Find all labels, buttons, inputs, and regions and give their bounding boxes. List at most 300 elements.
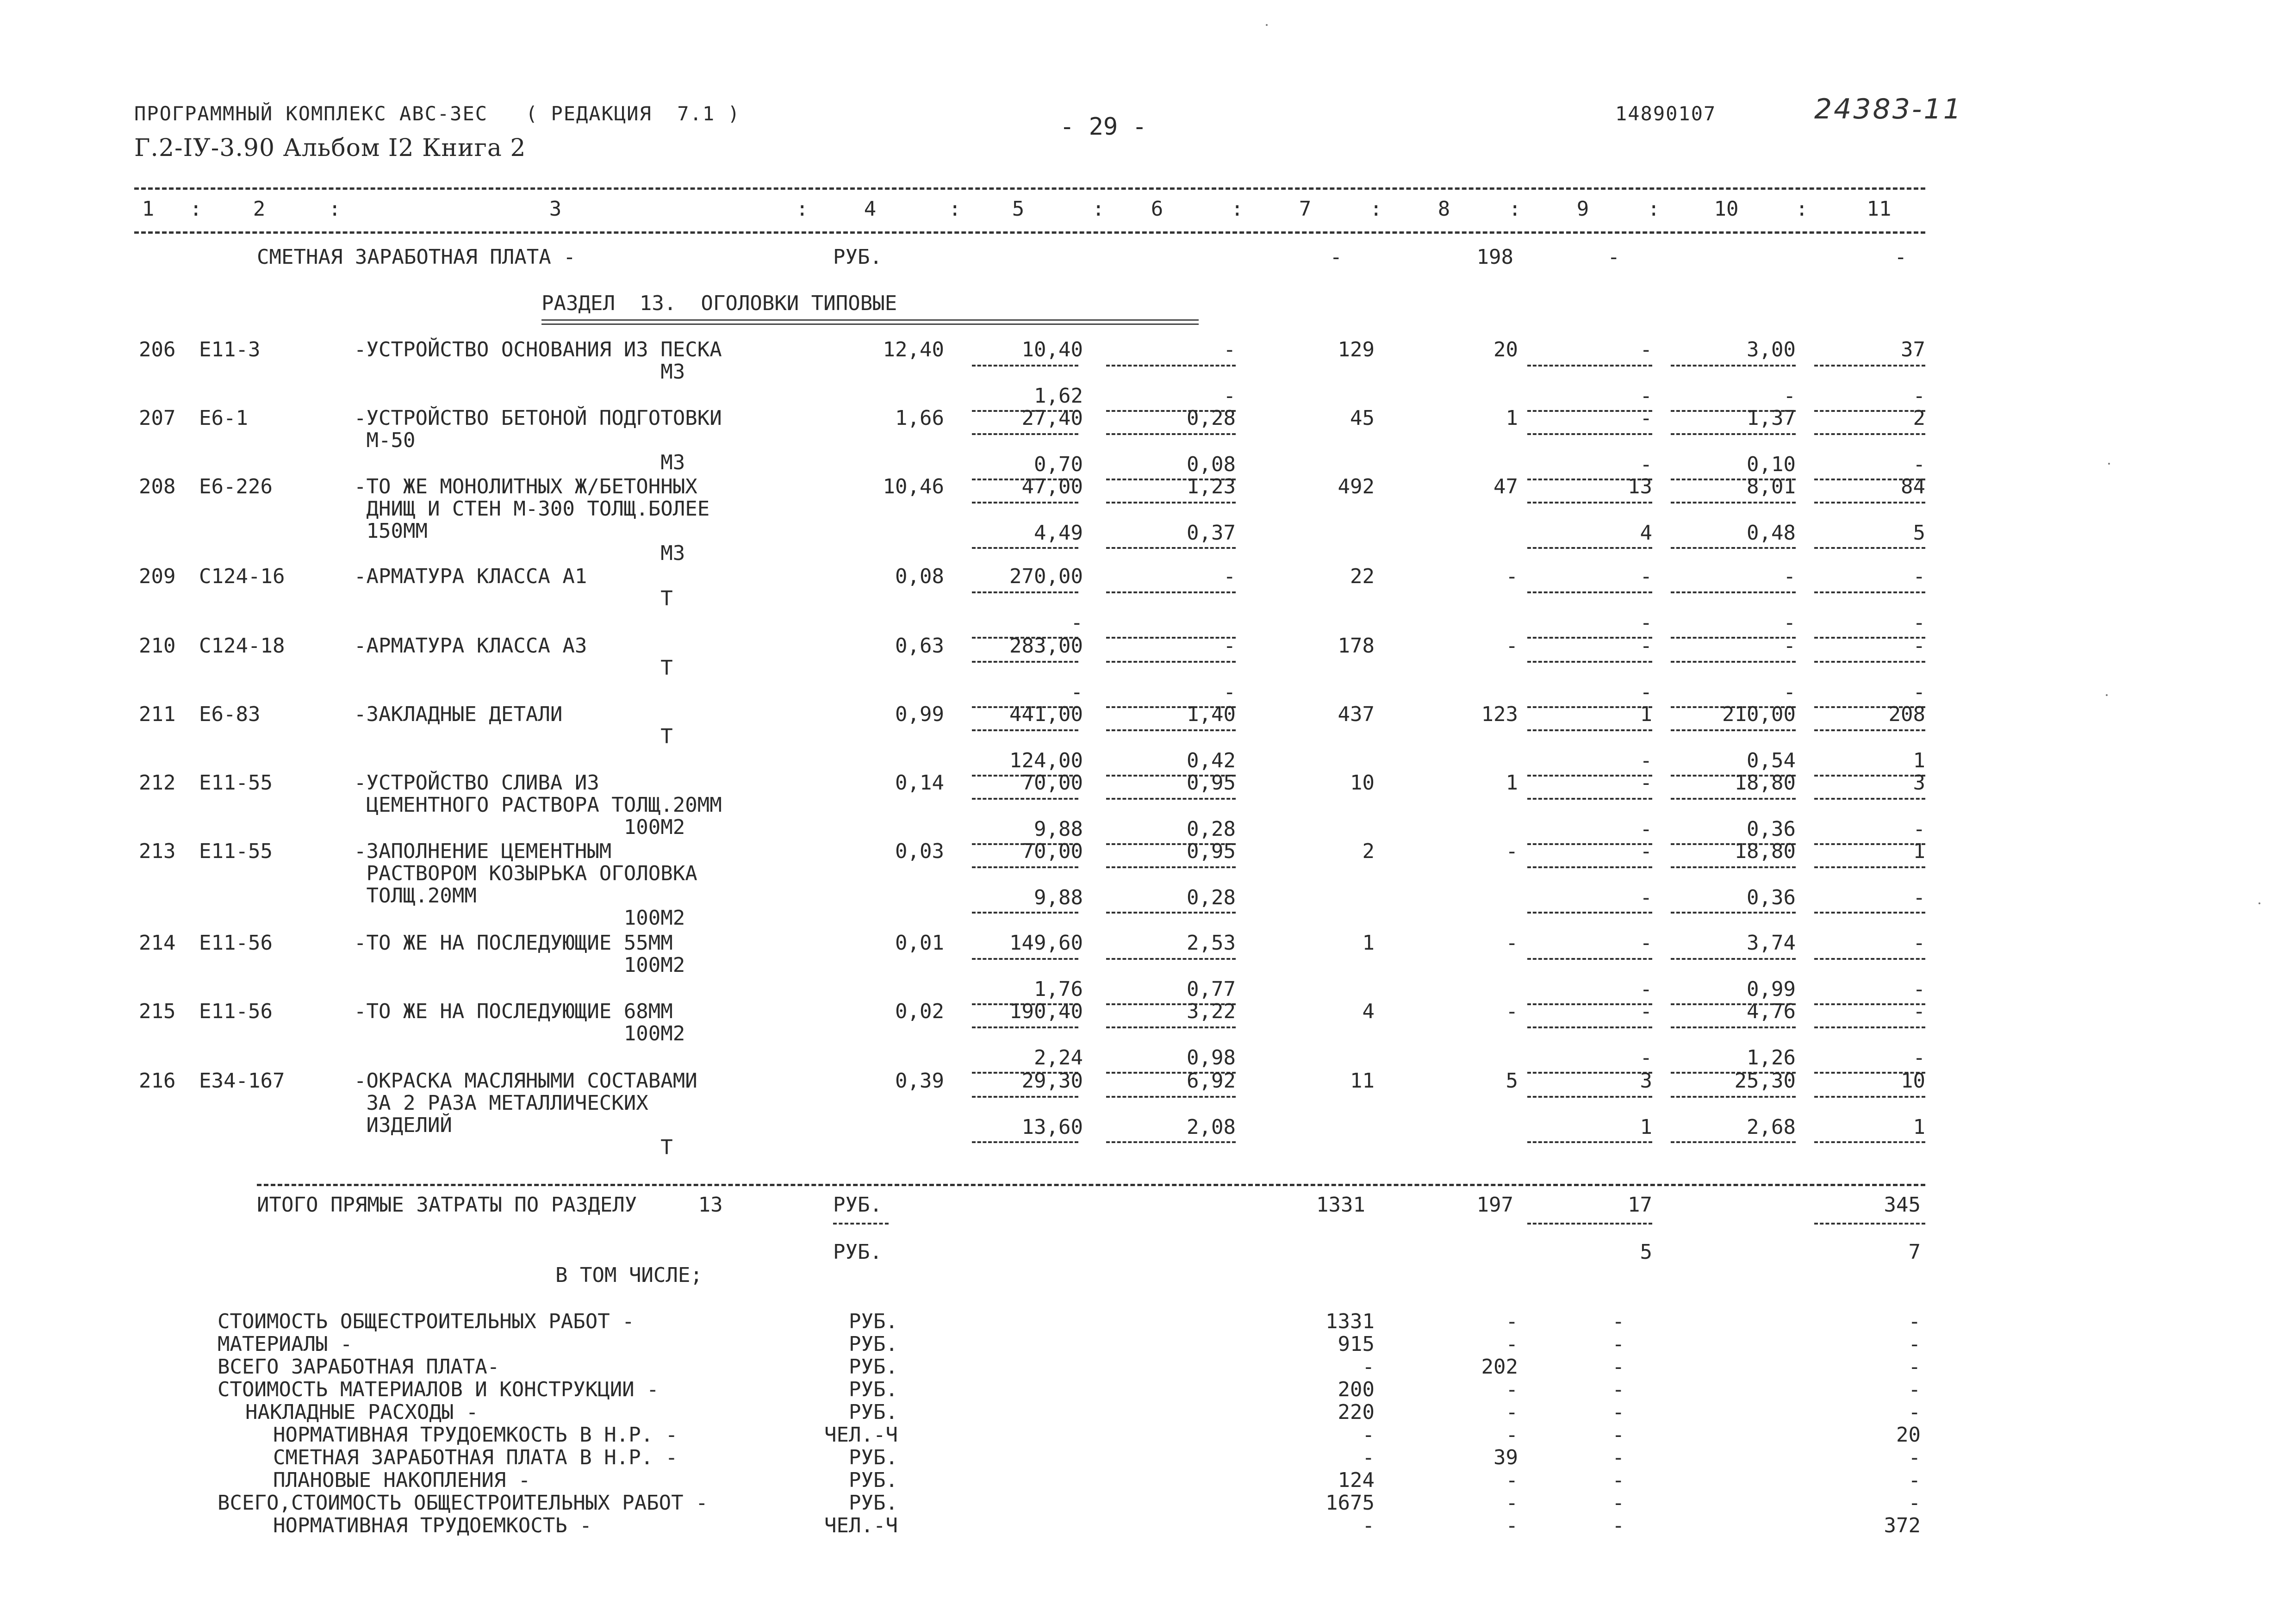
row-machine-cost: 9,88 [1034,817,1083,841]
row-total-cost: 1 [1362,931,1375,955]
row-description-line: Т [354,1136,673,1159]
row-machine-wage: 0,28 [1187,817,1236,841]
summary-c9: - [1612,1310,1624,1333]
row-total-cost: 11 [1350,1069,1375,1093]
row-unit-wage: 0,95 [1187,839,1236,863]
row-col10-sub: 0,99 [1747,977,1796,1001]
row-col10-sub: 0,36 [1747,817,1796,841]
summary-label: ВСЕГО ЗАРАБОТНАЯ ПЛАТА- [218,1355,500,1379]
row-machine-wage: 0,77 [1187,977,1236,1001]
row-rule-c6-sub [1106,912,1236,914]
row-machine-cost: 2,24 [1034,1046,1083,1070]
summary-label: ВСЕГО,СТОИМОСТЬ ОБЩЕСТРОИТЕЛЬНЫХ РАБОТ - [218,1491,708,1515]
summary-label: НОРМАТИВНАЯ ТРУДОЕМКОСТЬ В Н.Р. - [273,1423,678,1447]
row-description-line: ДНИЩ И СТЕН М-300 ТОЛЩ.БОЛЕЕ [354,497,710,521]
row-col9-sub: - [1640,977,1652,1001]
summary-c7: 220 [1338,1400,1375,1424]
row-total-wage: - [1506,565,1518,588]
summary-unit: РУБ. [849,1332,898,1356]
row-rule-c9-sub [1527,547,1652,549]
row-total-wage: 1 [1506,406,1518,430]
summary-unit: ЧЕЛ.-Ч [824,1514,898,1537]
section-title: РАЗДЕЛ 13. ОГОЛОВКИ ТИПОВЫЕ [541,292,897,315]
row-col9: - [1640,1000,1652,1023]
total-rule [257,1184,1925,1186]
row-rule-c5 [972,661,1078,663]
row-description-line: Т [354,725,673,748]
row-unit-price: 70,00 [1021,771,1083,795]
col-sep: : [1509,197,1521,221]
row-col11-sub: - [1913,1046,1925,1070]
row-quantity: 0,08 [895,565,944,588]
row-rule-c6 [1106,502,1236,504]
row-rule-c11 [1814,729,1925,731]
row-col9-sub: 4 [1640,521,1652,545]
row-rule-c11 [1814,591,1925,593]
row-description-line: -УСТРОЙСТВО БЕТОНОЙ ПОДГОТОВКИ [354,406,722,430]
total-c8: 197 [1476,1193,1513,1217]
total-unit-rule [833,1223,889,1225]
row-number: 208 [139,475,176,498]
summary-c7: - [1362,1514,1375,1537]
summary-c8: - [1506,1468,1518,1492]
row-quantity: 10,46 [883,475,944,498]
row-total-cost: 129 [1338,338,1375,361]
row-rule-c9 [1527,365,1652,367]
row-description-line: -УСТРОЙСТВО СЛИВА ИЗ [354,771,599,795]
col-sep: : [796,197,809,221]
row-code: С124-18 [199,634,285,658]
row-unit-wage: 2,53 [1187,931,1236,955]
row-unit-price: 70,00 [1021,839,1083,863]
row-col9-sub: - [1640,1046,1652,1070]
row-quantity: 0,02 [895,1000,944,1023]
col-num-10: 10 [1714,197,1739,221]
row-col10-sub: 2,68 [1747,1115,1796,1139]
row-description-line: ЦЕМЕНТНОГО РАСТВОРА ТОЛЩ.20ММ [354,793,722,817]
row-code: Е11-55 [199,839,273,863]
row-description-line: -ТО ЖЕ МОНОЛИТНЫХ Ж/БЕТОННЫХ [354,475,697,498]
row-unit-price: 270,00 [1009,565,1083,588]
row-rule-c6 [1106,866,1236,868]
row-unit-price: 10,40 [1021,338,1083,361]
row-number: 206 [139,338,176,361]
total-unit: РУБ. [833,1193,882,1217]
row-total-cost: 10 [1350,771,1375,795]
row-rule-c5 [972,433,1078,435]
summary-c8: 39 [1493,1446,1518,1469]
row-col10-sub: - [1783,384,1796,408]
row-total-wage: - [1506,634,1518,658]
row-machine-wage: 0,28 [1187,886,1236,909]
row-rule-c5 [972,866,1078,868]
row-col9: 3 [1640,1069,1652,1093]
row-rule-c11 [1814,433,1925,435]
row-description-line: -ТО ЖЕ НА ПОСЛЕДУЮЩИЕ 55ММ [354,931,673,955]
row-machine-wage: 2,08 [1187,1115,1236,1139]
summary-unit: РУБ. [849,1310,898,1333]
row-col10-sub: - [1783,611,1796,634]
col-num-1: 1 [142,197,155,221]
summary-c7: 915 [1338,1332,1375,1356]
row-col11: - [1913,1000,1925,1023]
summary-c7: 124 [1338,1468,1375,1492]
col-num-6: 6 [1151,197,1164,221]
summary-c11: 372 [1884,1514,1921,1537]
row-description-line: М-50 [354,429,416,452]
row-col9: - [1640,338,1652,361]
summary-label: СТОИМОСТЬ ОБЩЕСТРОИТЕЛЬНЫХ РАБОТ - [218,1310,635,1333]
row-total-cost: 2 [1362,839,1375,863]
row-machine-wage: 0,08 [1187,453,1236,476]
summary-c9: - [1612,1514,1624,1537]
summary-c11: - [1908,1378,1921,1401]
col-sep: : [190,197,202,221]
scan-speck [2259,902,2260,904]
row-code: Е6-226 [199,475,273,498]
row-col11-sub: 5 [1913,521,1925,545]
including-label: В ТОМ ЧИСЛЕ; [555,1263,703,1287]
row-col11: 2 [1913,406,1925,430]
row-quantity: 1,66 [895,406,944,430]
row-rule-c5 [972,729,1078,731]
summary-c11: - [1908,1310,1921,1333]
row-description-line: Т [354,587,673,610]
row-col9-sub: - [1640,611,1652,634]
row-total-wage: 5 [1506,1069,1518,1093]
summary-label: МАТЕРИАЛЫ - [218,1332,353,1356]
row-total-cost: 22 [1350,565,1375,588]
row-rule-c9-sub [1527,912,1652,914]
row-col9-sub: 1 [1640,1115,1652,1139]
row-rule-c9-sub [1527,1141,1652,1143]
row-description-line: Т [354,656,673,680]
row-rule-c9 [1527,591,1652,593]
prev-total-c9: - [1607,245,1620,269]
row-total-wage: 20 [1493,338,1518,361]
row-rule-c9 [1527,1096,1652,1098]
summary-c7: - [1362,1446,1375,1469]
row-col10-sub: 1,26 [1747,1046,1796,1070]
row-total-wage: - [1506,931,1518,955]
summary-label: НАКЛАДНЫЕ РАСХОДЫ - [245,1400,479,1424]
row-rule-c6 [1106,661,1236,663]
row-col11: - [1913,931,1925,955]
row-col10: 3,74 [1747,931,1796,955]
row-rule-c11 [1814,1096,1925,1098]
summary-c8: - [1506,1332,1518,1356]
row-col11-sub: - [1913,453,1925,476]
row-col10: 4,76 [1747,1000,1796,1023]
row-rule-c5-sub [972,547,1078,549]
row-code: Е6-83 [199,703,261,726]
summary-unit: РУБ. [849,1378,898,1401]
row-number: 215 [139,1000,176,1023]
col-sep: : [1370,197,1382,221]
row-col9-sub: - [1640,453,1652,476]
row-total-wage: 123 [1481,703,1518,726]
col-sep: : [1796,197,1808,221]
row-rule-c5 [972,958,1078,960]
row-machine-cost: - [1070,611,1083,634]
row-unit-wage: 0,28 [1187,406,1236,430]
row-col11: - [1913,634,1925,658]
row-rule-c11-sub [1814,1141,1925,1143]
row-description-line: ТОЛЩ.20ММ [354,884,477,908]
summary-unit: РУБ. [849,1468,898,1492]
row-col11: 1 [1913,839,1925,863]
row-col9-sub: - [1640,817,1652,841]
row-unit-wage: 0,95 [1187,771,1236,795]
row-unit-price: 283,00 [1009,634,1083,658]
row-unit-wage: 6,92 [1187,1069,1236,1093]
row-col11-sub: - [1913,611,1925,634]
row-col9: - [1640,771,1652,795]
scan-speck [1266,24,1268,26]
row-description-line: -ЗАКЛАДНЫЕ ДЕТАЛИ [354,703,563,726]
row-description-line: М3 [354,541,685,565]
summary-c9: - [1612,1446,1624,1469]
row-unit-wage: - [1223,634,1236,658]
col-num-8: 8 [1437,197,1450,221]
row-col11: - [1913,565,1925,588]
row-code: Е11-3 [199,338,261,361]
row-col11: 10 [1901,1069,1925,1093]
prev-total-label: СМЕТНАЯ ЗАРАБОТНАЯ ПЛАТА - [257,245,576,269]
page-number: - 29 - [1060,113,1147,141]
row-col11: 208 [1888,703,1925,726]
row-col9: - [1640,839,1652,863]
row-rule-c10 [1671,365,1796,367]
row-code: Е11-56 [199,931,273,955]
row-unit-price: 27,40 [1021,406,1083,430]
row-code: Е34-167 [199,1069,285,1093]
row-number: 209 [139,565,176,588]
row-quantity: 0,01 [895,931,944,955]
row-total-cost: 45 [1350,406,1375,430]
col-num-5: 5 [1012,197,1025,221]
summary-c11: 20 [1896,1423,1921,1447]
summary-c9: - [1612,1355,1624,1379]
summary-c11: - [1908,1491,1921,1515]
prev-total-c11: - [1894,245,1907,269]
row-rule-c11 [1814,502,1925,504]
row-description-line: ЗА 2 РАЗА МЕТАЛЛИЧЕСКИХ [354,1091,648,1115]
row-col10: 3,00 [1747,338,1796,361]
row-rule-c10 [1671,798,1796,800]
total-c11-rule [1814,1223,1925,1225]
row-code: С124-16 [199,565,285,588]
row-description-line: РАСТВОРОМ КОЗЫРЬКА ОГОЛОВКА [354,862,697,885]
table-header-rule [134,231,1925,234]
row-rule-c5-sub [972,1141,1078,1143]
total-c11: 345 [1884,1193,1921,1217]
row-unit-price: 190,40 [1009,1000,1083,1023]
row-machine-cost: 0,70 [1034,453,1083,476]
row-rule-c11 [1814,1026,1925,1028]
summary-c8: - [1506,1310,1518,1333]
row-col10: 25,30 [1734,1069,1796,1093]
row-unit-price: 149,60 [1009,931,1083,955]
row-total-wage: 47 [1493,475,1518,498]
program-header: ПРОГРАММНЫЙ КОМПЛЕКС АВС-3ЕС ( РЕДАКЦИЯ 7.1 ) [134,102,740,125]
prev-total-unit: РУБ. [833,245,882,269]
row-machine-wage: 0,42 [1187,749,1236,772]
row-rule-c11 [1814,365,1925,367]
row-machine-cost: 4,49 [1034,521,1083,545]
row-rule-c10 [1671,661,1796,663]
row-rule-c6 [1106,729,1236,731]
row-col10: 210,00 [1722,703,1796,726]
row-description-line: 150ММ [354,519,428,543]
row-rule-c5-sub [972,912,1078,914]
row-col9: - [1640,565,1652,588]
row-col9: 13 [1628,475,1652,498]
row-col10-sub: 0,54 [1747,749,1796,772]
row-description-line: -ОКРАСКА МАСЛЯНЫМИ СОСТАВАМИ [354,1069,697,1093]
row-col9-sub: - [1640,749,1652,772]
row-description-line: 100М2 [354,906,685,930]
total-unit-2: РУБ. [833,1240,882,1264]
row-col10: 18,80 [1734,771,1796,795]
row-rule-c10 [1671,1096,1796,1098]
summary-c11: - [1908,1400,1921,1424]
row-unit-price: 47,00 [1021,475,1083,498]
row-rule-c6 [1106,365,1236,367]
row-description-line: М3 [354,360,685,384]
row-quantity: 0,03 [895,839,944,863]
summary-c8: - [1506,1400,1518,1424]
col-num-7: 7 [1299,197,1312,221]
row-col11-sub: - [1913,817,1925,841]
row-rule-c10-sub [1671,912,1796,914]
row-total-cost: 437 [1338,703,1375,726]
row-rule-c9 [1527,1026,1652,1028]
summary-c11: - [1908,1332,1921,1356]
row-rule-c10 [1671,958,1796,960]
row-rule-c9 [1527,661,1652,663]
row-machine-cost: - [1070,680,1083,704]
row-number: 216 [139,1069,176,1093]
row-code: Е11-55 [199,771,273,795]
row-col10-sub: 0,36 [1747,886,1796,909]
row-rule-c6 [1106,591,1236,593]
row-col11-sub: - [1913,886,1925,909]
row-rule-c10 [1671,729,1796,731]
row-col10: - [1783,565,1796,588]
row-rule-c5 [972,365,1078,367]
summary-unit: ЧЕЛ.-Ч [824,1423,898,1447]
summary-label: СМЕТНАЯ ЗАРАБОТНАЯ ПЛАТА В Н.Р. - [273,1446,678,1469]
row-rule-c10 [1671,591,1796,593]
summary-c7: - [1362,1423,1375,1447]
row-rule-c6 [1106,958,1236,960]
row-col9-sub: - [1640,886,1652,909]
summary-c8: - [1506,1423,1518,1447]
col-num-11: 11 [1867,197,1892,221]
row-code: Е11-56 [199,1000,273,1023]
row-rule-c5 [972,502,1078,504]
row-number: 213 [139,839,176,863]
summary-unit: РУБ. [849,1355,898,1379]
row-rule-c6 [1106,433,1236,435]
row-rule-c10-sub [1671,1141,1796,1143]
row-description-line: -ТО ЖЕ НА ПОСЛЕДУЮЩИЕ 68ММ [354,1000,673,1023]
summary-unit: РУБ. [849,1446,898,1469]
row-total-wage: - [1506,1000,1518,1023]
row-rule-c5 [972,1096,1078,1098]
summary-label: НОРМАТИВНАЯ ТРУДОЕМКОСТЬ - [273,1514,592,1537]
row-description-line: М3 [354,451,685,474]
summary-unit: РУБ. [849,1400,898,1424]
row-rule-c11 [1814,798,1925,800]
col-sep: : [329,197,341,221]
row-quantity: 0,39 [895,1069,944,1093]
row-total-wage: 1 [1506,771,1518,795]
row-unit-wage: 3,22 [1187,1000,1236,1023]
section-title-underline [541,319,1199,325]
summary-unit: РУБ. [849,1491,898,1515]
row-rule-c5 [972,798,1078,800]
row-machine-cost: 9,88 [1034,886,1083,909]
handwritten-number: 24383-11 [1814,93,1963,125]
total-c9: 17 [1628,1193,1652,1217]
row-rule-c10 [1671,1026,1796,1028]
row-col9: - [1640,634,1652,658]
summary-c11: - [1908,1446,1921,1469]
row-col11-sub: - [1913,384,1925,408]
summary-c8: - [1506,1514,1518,1537]
row-col10-sub: 0,48 [1747,521,1796,545]
row-col10: 1,37 [1747,406,1796,430]
row-col11-sub: - [1913,977,1925,1001]
row-col10: 8,01 [1747,475,1796,498]
album-title: Г.2-IУ-3.90 Альбом I2 Книга 2 [134,134,526,162]
row-col11: 84 [1901,475,1925,498]
col-sep: : [1648,197,1660,221]
row-machine-cost: 1,76 [1034,977,1083,1001]
row-col9: - [1640,931,1652,955]
col-num-4: 4 [864,197,877,221]
row-machine-cost: 1,62 [1034,384,1083,408]
row-quantity: 0,14 [895,771,944,795]
summary-c9: - [1612,1491,1624,1515]
row-total-cost: 4 [1362,1000,1375,1023]
row-machine-wage: - [1223,384,1236,408]
prev-total-c8: 198 [1476,245,1513,269]
summary-label: ПЛАНОВЫЕ НАКОПЛЕНИЯ - [273,1468,531,1492]
row-unit-wage: 1,23 [1187,475,1236,498]
row-col10: 18,80 [1734,839,1796,863]
row-rule-c11-sub [1814,912,1925,914]
scan-speck [2106,694,2108,696]
summary-c8: 202 [1481,1355,1518,1379]
row-col11: 37 [1901,338,1925,361]
row-quantity: 0,99 [895,703,944,726]
total-c7: 1331 [1316,1193,1365,1217]
row-rule-c11 [1814,866,1925,868]
row-code: Е6-1 [199,406,248,430]
row-rule-c6 [1106,1026,1236,1028]
row-total-wage: - [1506,839,1518,863]
row-machine-wage: 0,37 [1187,521,1236,545]
row-unit-wage: - [1223,565,1236,588]
row-rule-c6 [1106,1096,1236,1098]
summary-c9: - [1612,1400,1624,1424]
col-num-2: 2 [253,197,266,221]
row-rule-c9 [1527,433,1652,435]
row-col10-sub: - [1783,680,1796,704]
